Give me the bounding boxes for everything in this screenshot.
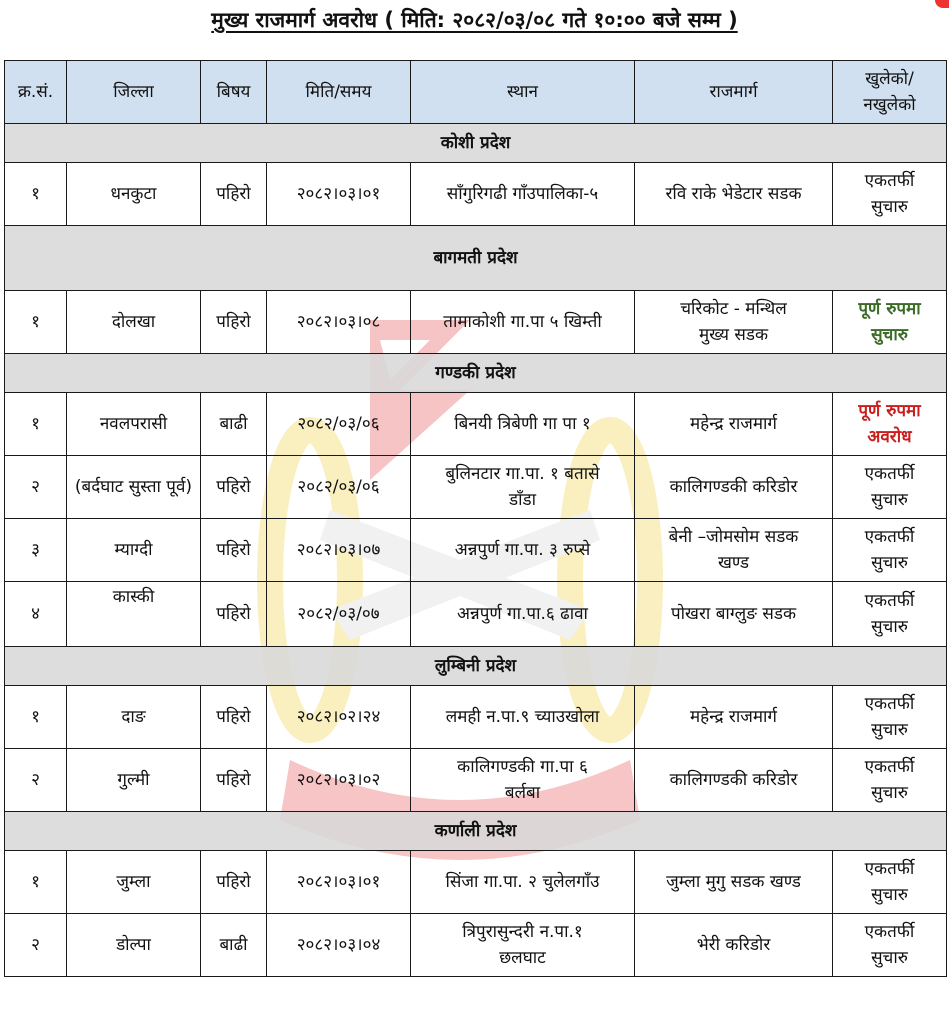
cell-place: अन्नपुर्ण गा.पा. ३ रुप्से (411, 519, 635, 582)
table-row (5, 393, 947, 456)
cell-highway: महेन्द्र राजमार्ग (635, 686, 833, 749)
cell-date: २०८२/०३/०६ (267, 393, 411, 456)
cell-subject: बाढी (201, 914, 267, 977)
table-header-row (5, 61, 947, 124)
cell-highway: पोखरा बाग्लुङ सडक (635, 582, 833, 647)
cell-place: कालिगण्डकी गा.पा ६ बर्लबा (411, 749, 635, 812)
table-row (5, 686, 947, 749)
header-status: खुलेको/ नखुलेको (833, 61, 947, 124)
cell-serial: २ (5, 914, 67, 977)
province-name: कर्णाली प्रदेश (5, 812, 947, 851)
header-district: जिल्ला (67, 61, 201, 124)
province-name: लुम्बिनी प्रदेश (5, 647, 947, 686)
cell-highway: कालिगण्डकी करिडोर (635, 749, 833, 812)
table-row (5, 851, 947, 914)
province-row-bagmati (5, 226, 947, 291)
cell-date: २०८२।०२।२४ (267, 686, 411, 749)
cell-date: २०८२।०३।०२ (267, 749, 411, 812)
province-row-lumbini (5, 647, 947, 686)
cell-date: २०८२/०३/०७ (267, 582, 411, 647)
table-row (5, 519, 947, 582)
province-name: गण्डकी प्रदेश (5, 354, 947, 393)
cell-highway: जुम्ला मुगु सडक खण्ड (635, 851, 833, 914)
cell-serial: १ (5, 393, 67, 456)
page-title: मुख्य राजमार्ग अवरोध ( मिति: २०८२/०३/०८ गते १०:०० बजे सम्म ) (211, 8, 738, 32)
cell-serial: १ (5, 291, 67, 354)
table-row (5, 456, 947, 519)
province-row-karnali (5, 812, 947, 851)
cell-place: सिंजा गा.पा. २ चुलेलगाँउ (411, 851, 635, 914)
cell-serial: २ (5, 456, 67, 519)
cell-place: साँगुरिगढी गाँउपालिका-५ (411, 163, 635, 226)
table-row (5, 582, 947, 647)
cell-subject: पहिरो (201, 749, 267, 812)
cell-serial: ३ (5, 519, 67, 582)
cell-subject: पहिरो (201, 163, 267, 226)
cell-status: एकतर्फी सुचारु (833, 456, 947, 519)
header-place: स्थान (411, 61, 635, 124)
cell-district: म्याग्दी (67, 519, 201, 582)
header-date: मिति/समय (267, 61, 411, 124)
province-name: बागमती प्रदेश (5, 226, 947, 291)
cell-status: एकतर्फी सुचारु (833, 519, 947, 582)
cell-serial: ४ (5, 582, 67, 647)
cell-status: पूर्ण रुपमा अवरोध (833, 393, 947, 456)
cell-date: २०८२।०३।०८ (267, 291, 411, 354)
cell-subject: पहिरो (201, 686, 267, 749)
cell-place: लमही न.पा.९ च्याउखोला (411, 686, 635, 749)
cell-subject: पहिरो (201, 582, 267, 647)
cell-date: २०८२।०३।०७ (267, 519, 411, 582)
cell-serial: २ (5, 749, 67, 812)
cell-place: त्रिपुरासुन्दरी न.पा.१ छलघाट (411, 914, 635, 977)
cell-highway: भेरी करिडोर (635, 914, 833, 977)
cell-place: तामाकोशी गा.पा ५ खिम्ती (411, 291, 635, 354)
cell-serial: १ (5, 851, 67, 914)
header-serial: क्र.सं. (5, 61, 67, 124)
cell-subject: पहिरो (201, 291, 267, 354)
highway-blockage-table (4, 60, 947, 977)
cell-district: डोल्पा (67, 914, 201, 977)
cell-highway: महेन्द्र राजमार्ग (635, 393, 833, 456)
cell-status: एकतर्फी सुचारु (833, 686, 947, 749)
table-row (5, 749, 947, 812)
cell-place: अन्नपुर्ण गा.पा.६ ढावा (411, 582, 635, 647)
header-subject: बिषय (201, 61, 267, 124)
cell-district: धनकुटा (67, 163, 201, 226)
table-row (5, 291, 947, 354)
cell-date: २०८२/०३/०६ (267, 456, 411, 519)
cell-district: दोलखा (67, 291, 201, 354)
cell-district: गुल्मी (67, 749, 201, 812)
cell-subject: पहिरो (201, 456, 267, 519)
table-row (5, 163, 947, 226)
province-row-koshi (5, 124, 947, 163)
cell-subject: पहिरो (201, 519, 267, 582)
cell-highway: रवि राके भेडेटार सडक (635, 163, 833, 226)
cell-date: २०८२।०३।०१ (267, 851, 411, 914)
cell-highway: कालिगण्डकी करिडोर (635, 456, 833, 519)
cell-status: एकतर्फी सुचारु (833, 749, 947, 812)
cell-district: दाङ (67, 686, 201, 749)
cell-status: पूर्ण रुपमा सुचारु (833, 291, 947, 354)
cell-serial: १ (5, 686, 67, 749)
header-highway: राजमार्ग (635, 61, 833, 124)
cell-subject: पहिरो (201, 851, 267, 914)
cell-status: एकतर्फी सुचारु (833, 582, 947, 647)
province-row-gandaki (5, 354, 947, 393)
cell-highway: चरिकोट - मन्थिल मुख्य सडक (635, 291, 833, 354)
cell-district: (बर्दघाट सुस्ता पूर्व) (67, 456, 201, 519)
cell-place: बुलिनटार गा.पा. १ बतासे डाँडा (411, 456, 635, 519)
cell-district: जुम्ला (67, 851, 201, 914)
cell-status: एकतर्फी सुचारु (833, 851, 947, 914)
table-row (5, 914, 947, 977)
cell-status: एकतर्फी सुचारु (833, 163, 947, 226)
cell-place: बिनयी त्रिबेणी गा पा १ (411, 393, 635, 456)
cell-highway: बेनी –जोमसोम सडक खण्ड (635, 519, 833, 582)
province-name: कोशी प्रदेश (5, 124, 947, 163)
cell-serial: १ (5, 163, 67, 226)
cell-status: एकतर्फी सुचारु (833, 914, 947, 977)
cell-date: २०८२।०३।०४ (267, 914, 411, 977)
cell-district: कास्की (67, 582, 201, 647)
cell-district: नवलपरासी (67, 393, 201, 456)
cell-date: २०८२।०३।०१ (267, 163, 411, 226)
cell-subject: बाढी (201, 393, 267, 456)
